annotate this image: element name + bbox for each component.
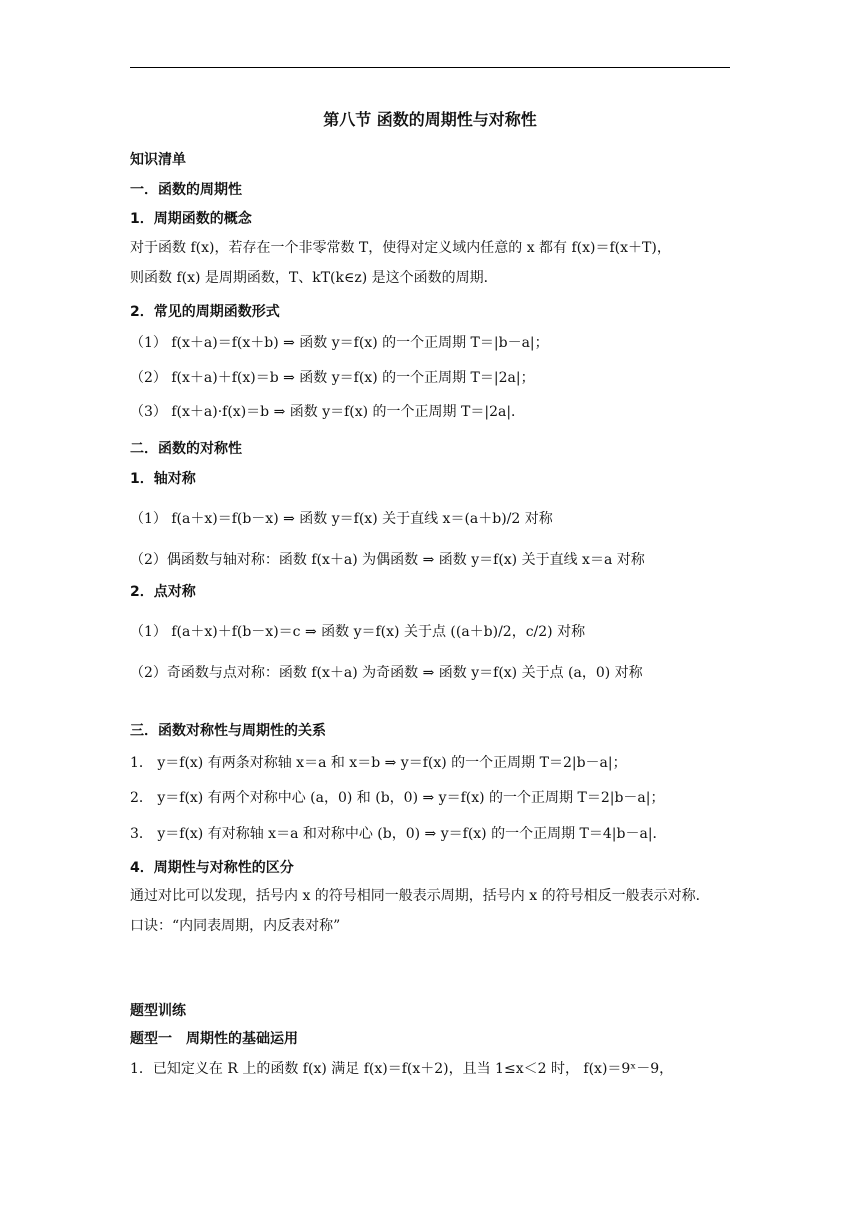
text-line: （1） f(a＋x)＝f(b－x) ⇒ 函数 y＝f(x) 关于直线 x＝(a＋b)/2 对称 [130, 511, 553, 527]
section-heading: 三．函数对称性与周期性的关系 [130, 723, 326, 739]
section-heading: 1．轴对称 [130, 471, 196, 487]
text-line: 3． y＝f(x) 有对称轴 x＝a 和对称中心 (b，0) ⇒ y＝f(x) 的一个正周期 T＝4|b－a|． [130, 826, 667, 842]
section-heading: 题型一 周期性的基础运用 [130, 1031, 298, 1047]
section-heading: 4．周期性与对称性的区分 [130, 860, 294, 876]
text-line: （1） f(a＋x)＋f(b－x)＝c ⇒ 函数 y＝f(x) 关于点 ((a＋b)/2，c/2) 对称 [130, 624, 586, 640]
text-line: 1． y＝f(x) 有两条对称轴 x＝a 和 x＝b ⇒ y＝f(x) 的一个正周期 T＝2|b－a|； [130, 755, 627, 771]
header-rule [130, 67, 730, 68]
text-line: 1．已知定义在 R 上的函数 f(x) 满足 f(x)＝f(x＋2)，且当 1≤x＜2 时， f(x)＝9ˣ－9， [130, 1061, 674, 1077]
section-heading: 2．点对称 [130, 584, 196, 600]
text-line: （2）奇函数与点对称：函数 f(x＋a) 为奇函数 ⇒ 函数 y＝f(x) 关于点 (a，0) 对称 [130, 665, 643, 681]
text-line: （1） f(x＋a)＝f(x＋b) ⇒ 函数 y＝f(x) 的一个正周期 T＝|b－a|； [130, 335, 549, 351]
section-heading: 一．函数的周期性 [130, 182, 242, 198]
text-line: 对于函数 f(x)，若存在一个非零常数 T，使得对定义域内任意的 x 都有 f(x)＝f(x＋T)， [130, 240, 671, 256]
section-heading: 2．常见的周期函数形式 [130, 304, 280, 320]
section-heading: 1．周期函数的概念 [130, 211, 252, 227]
text-line: （2）偶函数与轴对称：函数 f(x＋a) 为偶函数 ⇒ 函数 y＝f(x) 关于直线 x＝a 对称 [130, 552, 645, 568]
section-heading: 知识清单 [130, 152, 186, 168]
text-line: （2） f(x＋a)＋f(x)＝b ⇒ 函数 y＝f(x) 的一个正周期 T＝|2a|； [130, 370, 535, 386]
text-line: 则函数 f(x) 是周期函数，T、kT(k∈z) 是这个函数的周期． [130, 270, 498, 286]
section-heading: 二．函数的对称性 [130, 441, 242, 457]
text-line: （3） f(x＋a)·f(x)＝b ⇒ 函数 y＝f(x) 的一个正周期 T＝|2a|． [130, 404, 526, 420]
text-line: 通过对比可以发现，括号内 x 的符号相同一般表示周期，括号内 x 的符号相反一般表示对称． [130, 888, 710, 904]
section-heading: 题型训练 [130, 1003, 186, 1019]
text-line: 2． y＝f(x) 有两个对称中心 (a，0) 和 (b，0) ⇒ y＝f(x) 的一个正周期 T＝2|b－a|； [130, 790, 665, 806]
page-title: 第八节 函数的周期性与对称性 [323, 110, 537, 129]
text-line: 口诀：“内同表周期，内反表对称” [130, 918, 341, 934]
